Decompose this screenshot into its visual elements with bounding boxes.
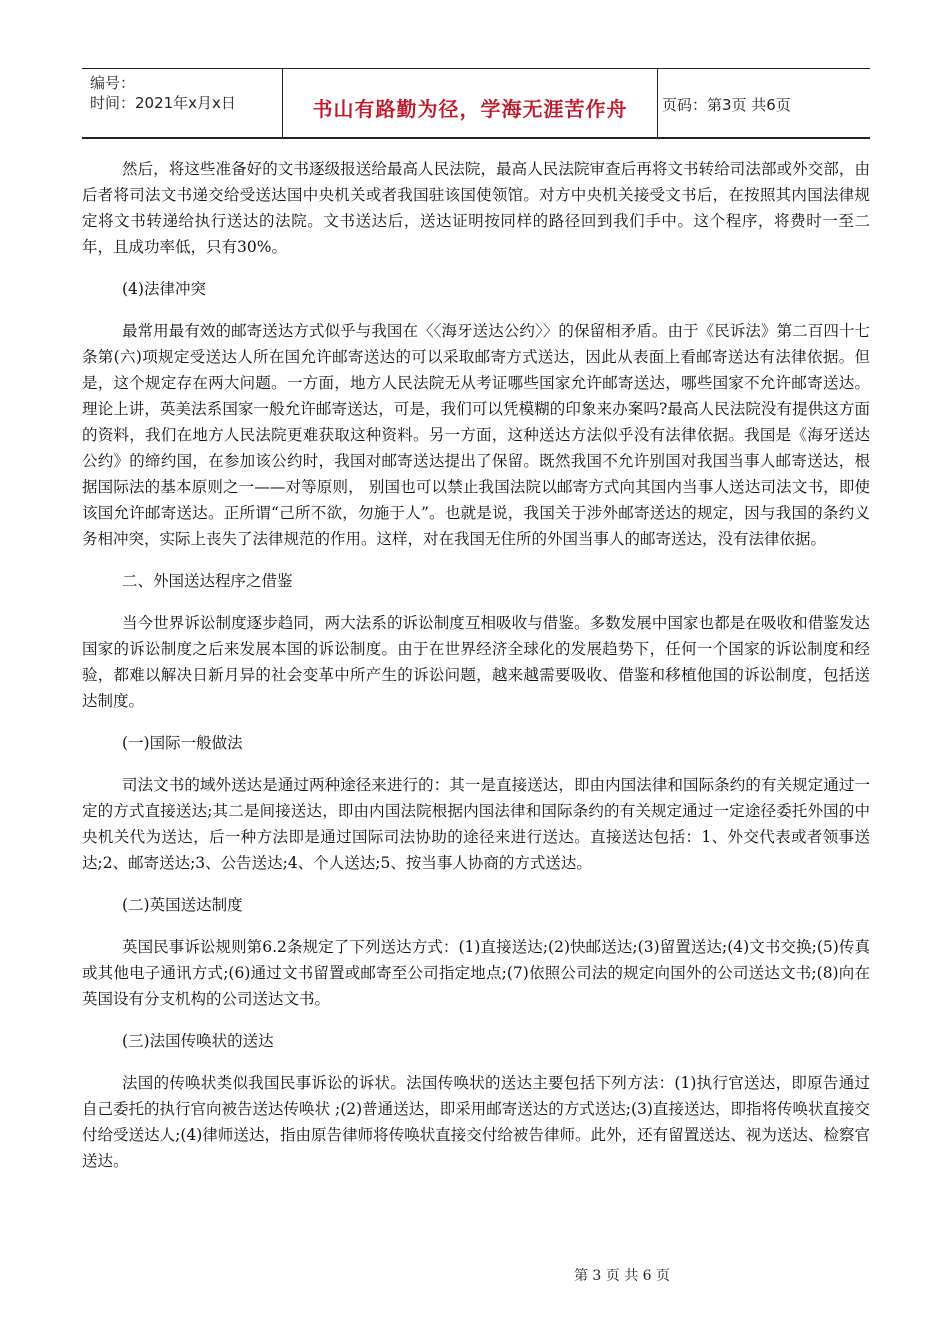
paragraph: 当今世界诉讼制度逐步趋同，两大法系的诉讼制度互相吸收与借鉴。多数发展中国家也都是在吸收和借鉴发达国家的诉讼制度之后来发展本国的诉讼制度。由于在世界经济全球化的发展趋势下，任何一个国家的诉讼制度和经验，都难以解决日新月异的社会变革中所产生的诉讼问题，越来越需要吸收、借鉴和移植他国的诉讼制度，包括送达制度。 <box>82 614 870 710</box>
page-header <box>82 68 870 139</box>
document-body <box>82 156 870 1190</box>
section-heading: (二)英国送达制度 <box>122 896 243 914</box>
paragraph: 法国的传唤状类似我国民事诉讼的诉状。法国传唤状的送达主要包括下列方法：(1)执行官送达，即原告通过自己委托的执行官向被告送达传唤状 ;(2)普通送达，即采用邮寄送达的方式送达;(3)直接送达，即指将传唤状直接交付给受送达人;(4)律师送达，指由原告律师将传唤状直接交付给被告律师。此外，还有留置送达、视为送达、检察官送达。 <box>82 1074 870 1170</box>
paragraph: 然后，将这些准备好的文书逐级报送给最高人民法院，最高人民法院审查后再将文书转给司法部或外交部，由后者将司法文书递交给受送达国中央机关或者我国驻该国使领馆。对方中央机关接受文书后，在按照其内国法律规定将文书转递给执行送达的法院。文书送达后，送达证明按同样的路径回到我们手中。这个程序，将费时一至二年，且成功率低，只有30%。 <box>82 160 870 256</box>
document-time-label: 时间：2021年x月x日 <box>90 94 236 112</box>
paragraph: 英国民事诉讼规则第6.2条规定了下列送达方式：(1)直接送达;(2)快邮送达;(3)留置送达;(4)文书交换;(5)传真或其他电子通讯方式;(6)通过文书留置或邮寄至公司指定地点;(7)依照公司法的规定向国外的公司送达文书;(8)向在英国设有分支机构的公司送达文书。 <box>82 938 870 1008</box>
document-number-label: 编号： <box>90 74 136 92</box>
paragraph: 最常用最有效的邮寄送达方式似乎与我国在〈〈海牙送达公约〉〉的保留相矛盾。由于《民诉法》第二百四十七条第(六)项规定受送达人所在国允许邮寄送达的可以采取邮寄方式送达，因此从表面上看邮寄送达有法律依据。但是，这个规定存在两大问题。一方面，地方人民法院无从考证哪些国家允许邮寄送达，哪些国家不允许邮寄送达。理论上讲，英美法系国家一般允许邮寄送达，可是，我们可以凭模糊的印象来办案吗?最高人民法院没有提供这方面的资料，我们在地方人民法院更难获取这种资料。另一方面，这种送达方法似乎没有法律依据。我国是《海牙送达公约》的缔约国，在参加该公约时，我国对邮寄送达提出了保留。既然我国不允许别国对我国当事人邮寄送达，根据国际法的基本原则之一——对等原则， 别国也可以禁止我国法院以邮寄方式向其国内当事人送达司法文书，即使该国允许邮寄送达。正所谓“己所不欲，勿施于人”。也就是说，我国关于涉外邮寄送达的规定，因与我国的条约义务相冲突，实际上丧失了法律规范的作用。这样，对在我国无住所的外国当事人的邮寄送达，没有法律依据。 <box>82 322 870 548</box>
header-motto-cell <box>282 69 658 137</box>
section-heading: 二、外国送达程序之借鉴 <box>122 572 293 590</box>
paragraph: 司法文书的域外送达是通过两种途径来进行的：其一是直接送达，即由内国法律和国际条约的有关规定通过一定的方式直接送达;其二是间接送达，即由内国法院根据内国法律和国际条约的有关规定通过一定途径委托外国的中央机关代为送达，后一种方法即是通过国际司法协助的途径来进行送达。直接送达包括：1、外交代表或者领事送达;2、邮寄送达;3、公告送达;4、个人送达;5、按当事人协商的方式送达。 <box>82 776 870 872</box>
page-footer <box>0 1265 950 1285</box>
header-meta <box>82 69 282 137</box>
section-heading: (一)国际一般做法 <box>122 734 243 752</box>
footer-page-number: 第 3 页 共 6 页 <box>573 1268 671 1284</box>
section-heading: (4)法律冲突 <box>122 280 206 298</box>
header-page-info: 页码：第3页 共6页 <box>662 96 791 114</box>
header-motto: 书山有路勤为径，学海无涯苦作舟 <box>312 97 628 121</box>
section-heading: (三)法国传唤状的送达 <box>122 1032 274 1050</box>
